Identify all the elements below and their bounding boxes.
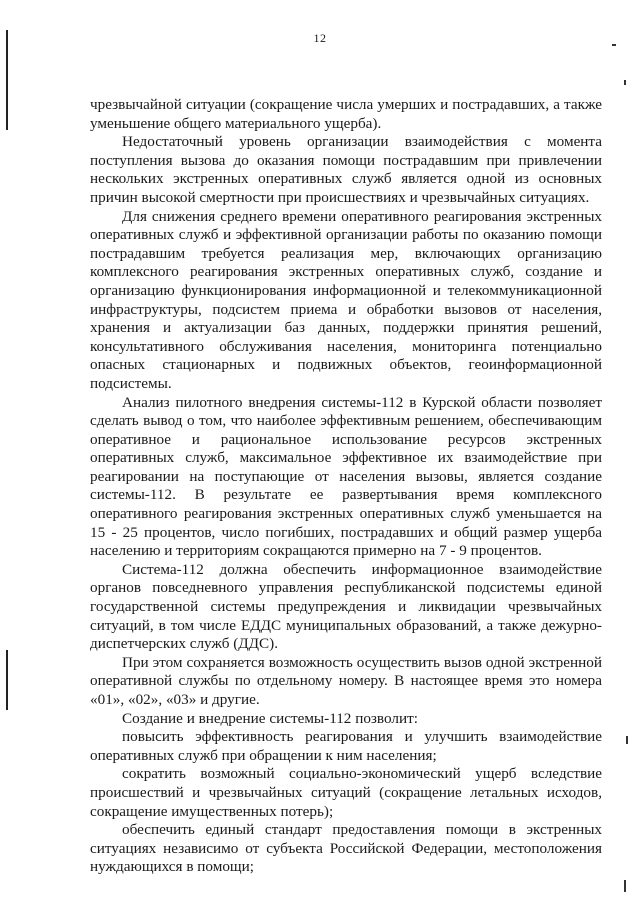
document-body (90, 96, 602, 877)
paragraph-6: При этом сохраняется возможность осуществить вызов одной экстренной оперативной службы по отдельному номеру. В настоящее время это номера «01», «02», «03» и другие. (90, 653, 602, 708)
paragraph-7: Создание и внедрение системы-112 позволит: (122, 709, 418, 727)
list-item-2: сократить возможный социально-экономический ущерб вследствие происшествий и чрезвычайных ситуаций (сокращение летальных исходов, сокращение имущественных потерь); (90, 765, 602, 820)
scan-mark-2 (624, 80, 626, 85)
list-item-3: обеспечить единый стандарт предоставления помощи в экстренных ситуациях независимо от субъекта Российской Федерации, местоположения нуждающихся в помощи; (90, 821, 602, 876)
paragraph-4: Анализ пилотного внедрения системы-112 в Курской области позволяет сделать вывод о том, что наиболее эффективным решением, обеспечивающим оперативное и рациональное использование ресурсов экстренных оперативных служб, максимальное эффективное их взаимодействие при реагировании на поступающие от населения вызовы, является создание системы-112. В результате ее развертывания время комплексного оперативного реагирования экстренных оперативных служб уменьшается на 15 - 25 процентов, число погибших, пострадавших и общий размер ущерба населению и территориям сокращаются примерно на 7 - 9 процентов. (90, 393, 602, 560)
scan-mark-4 (624, 880, 626, 892)
page-number: 12 (313, 31, 327, 45)
paragraph-1: чрезвычайной ситуации (сокращение числа умерших и пострадавших, а также уменьшение общего материального ущерба). (90, 96, 602, 132)
scan-edge-bottom (6, 650, 8, 710)
paragraph-3: Для снижения среднего времени оперативного реагирования экстренных оперативных служб и эффективной организации работы по оказанию помощи пострадавшим требуется реализация мер, включающих организацию комплексного реагирования экстренных оперативных служб, создание и организацию функционирования информационной и телекоммуникационной инфраструктуры, подсистем приема и обработки вызовов от населения, хранения и актуализации баз данных, поддержки принятия решений, консультативного обслуживания населения, мониторинга потенциально опасных стационарных и подвижных объектов, геоинформационной подсистемы. (90, 207, 602, 392)
list-item-1: повысить эффективность реагирования и улучшить взаимодействие оперативных служб при обращении к ним населения; (90, 728, 602, 764)
paragraph-2: Недостаточный уровень организации взаимодействия с момента поступления вызова до оказания помощи пострадавшим при привлечении нескольких экстренных оперативных служб является одной из основных причин высокой смертности при происшествиях и чрезвычайных ситуациях. (90, 133, 602, 206)
scan-mark-3 (626, 736, 628, 744)
paragraph-5: Система-112 должна обеспечить информационное взаимодействие органов повседневного управления республиканской подсистемы единой государственной системы предупреждения и ликвидации чрезвычайных ситуаций, в том числе ЕДДС муниципальных образований, а также дежурно-диспетчерских служб (ДДС). (90, 560, 602, 653)
